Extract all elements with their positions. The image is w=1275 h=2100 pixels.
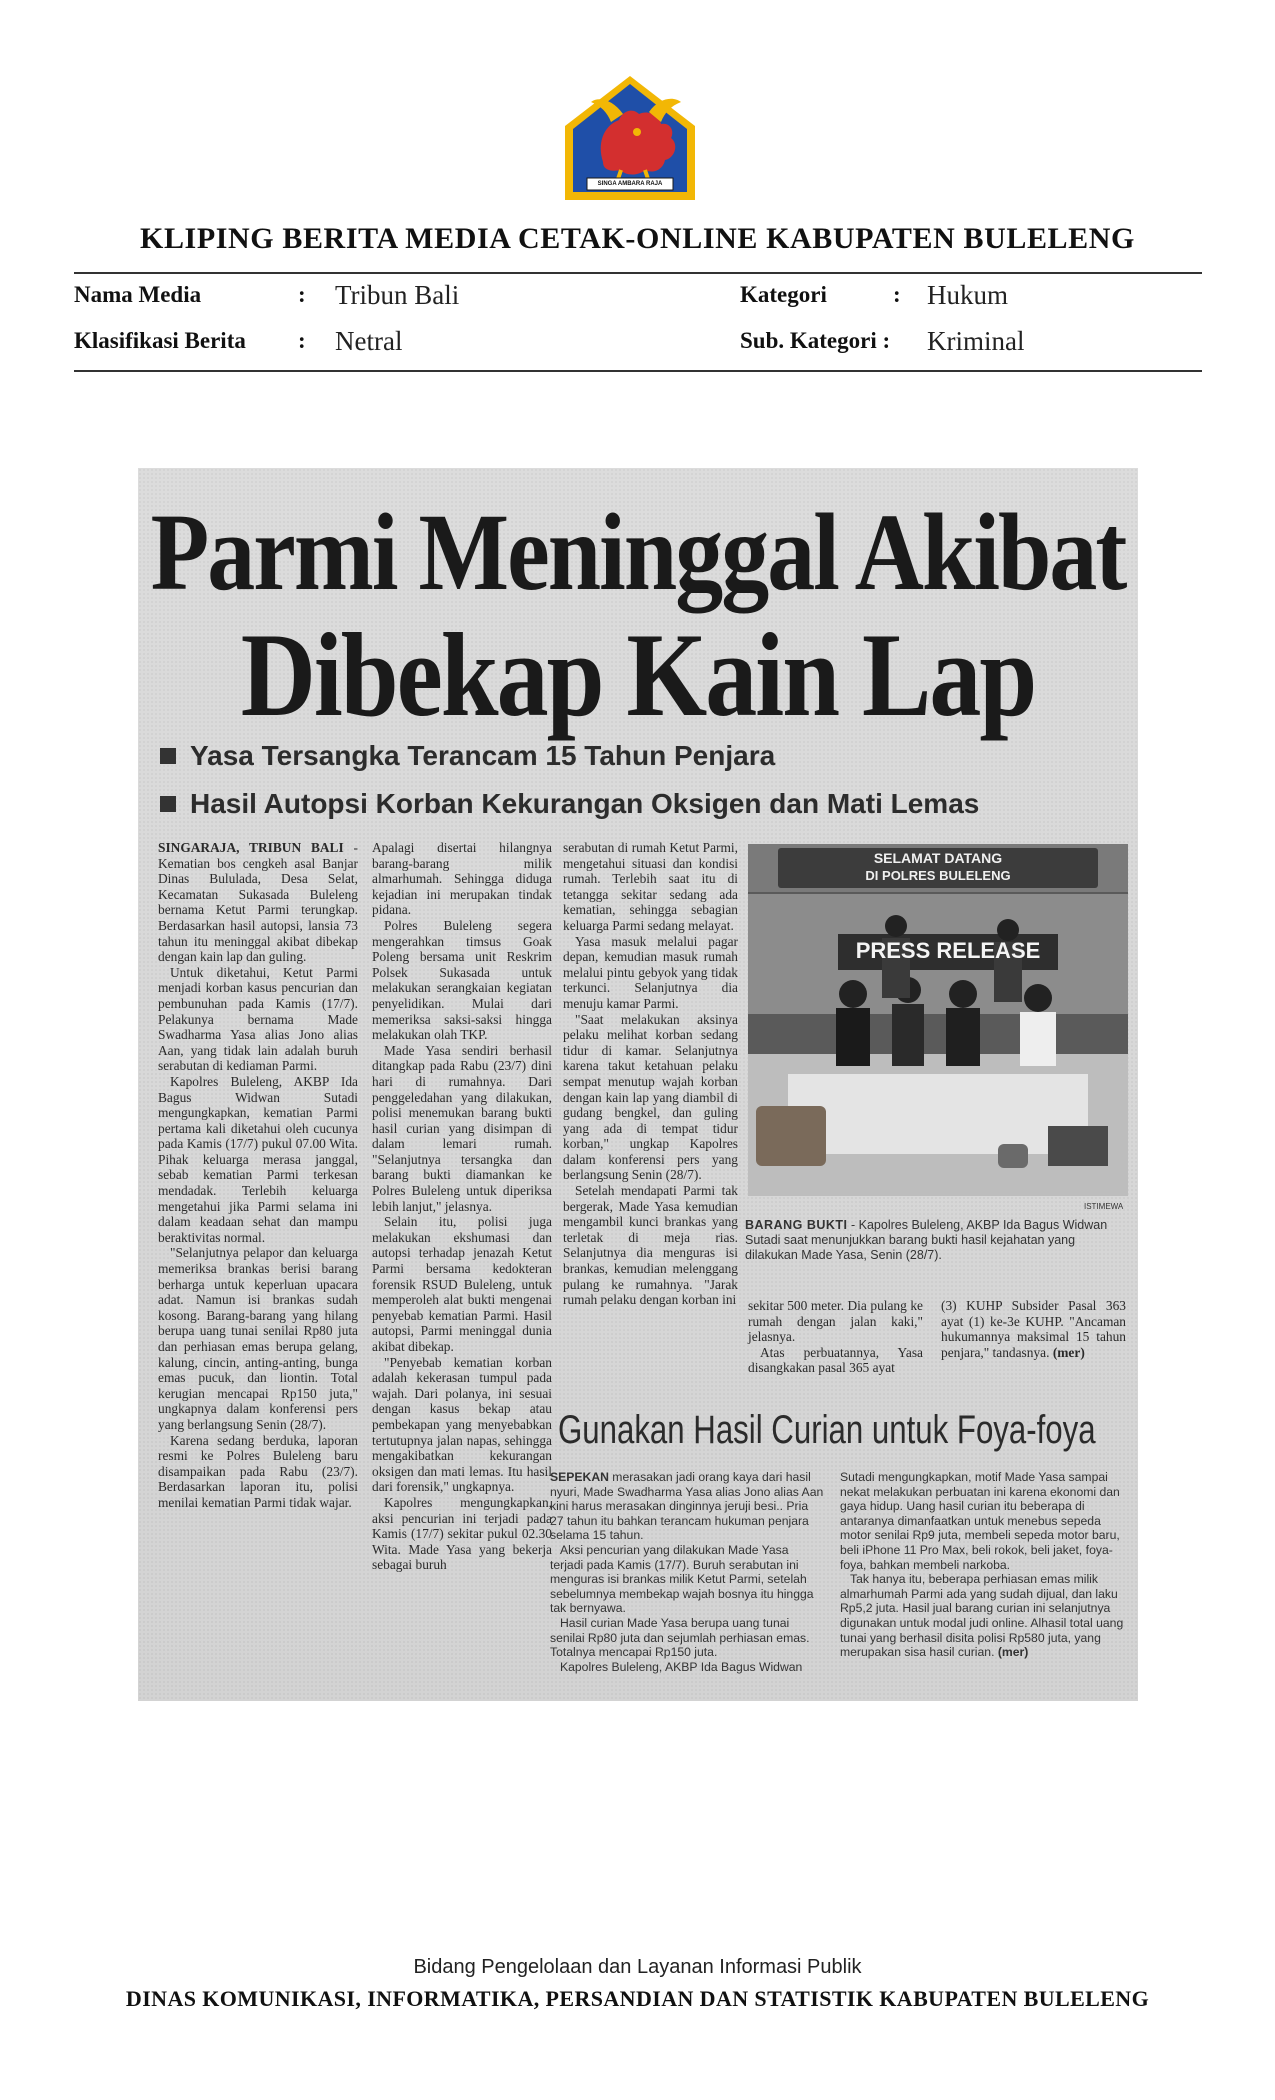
caption-lead: BARANG BUKTI xyxy=(745,1218,848,1232)
footer-agency: DINAS KOMUNIKASI, INFORMATIKA, PERSANDIAN DAN STATISTIK KABUPATEN BULELENG xyxy=(125,1986,1150,2011)
col1-paragraph-1: - Kematian bos cengkeh asal Banjar Dinas Bululada, Desa Selat, Kecamatan Sukasada Buleleng bernama Ketut Parmi terungkap. Berdasarkan hasil autopsi, lansia 73 tahun itu meninggal akibat dibekap dengan kain lap dan guling. xyxy=(158,840,358,965)
col3-paragraph-3: "Saat melakukan aksinya pelaku melihat korban sedang tidur di kamar. Selanjutnya karena takut ketahuan pelaku sempat menutup wajah korban dengan kain lap yang diambil di gudang bengkel, dan guling yang ada di tempat tidur korban," ungkap Kapolres dalam konferensi pers yang berlangsung Senin (28/7). xyxy=(563,1011,738,1183)
photo-banner-welcome: SELAMAT DATANG xyxy=(873,850,1003,866)
article-column-4 xyxy=(748,1298,923,1376)
classification-value: Netral xyxy=(335,326,403,356)
photo-banner-polres: DI POLRES BULELENG xyxy=(865,868,1011,883)
article-column-2 xyxy=(372,840,552,1573)
classification-label: Klasifikasi Berita xyxy=(74,328,246,353)
col1-paragraph-3: Kapolres Buleleng, AKBP Ida Bagus Widwan Sutadi mengungkapkan, kematian Parmi pertama kali diketahui oleh cucunya pada Kamis (17/7) pukul 07.00 Wita. Pihak keluarga merasa janggal, sebab kematian Parmi terkesan mendadak. Terlebih keluarga mengetahui jika Parmi selama ini dalam keadaan sehat dan mampu beraktivitas normal. xyxy=(158,1073,358,1245)
col2-paragraph-2: Polres Buleleng segera mengerahkan timsus Goak Poleng bersama unit Reskrim Polsek Sukasada untuk melakukan serangkaian kegiatan penyelidikan. Mulai dari memeriksa saksi-saksi hingga melakukan olah TKP. xyxy=(372,917,552,1043)
header-bottom-rule xyxy=(74,370,1202,372)
subcategory-label: Sub. Kategori : xyxy=(740,328,891,353)
sidebar-box-column-1 xyxy=(550,1470,825,1674)
col1-paragraph-2: Untuk diketahui, Ketut Parmi menjadi korban kasus pencurian dan pembunuhan pada Kamis (17/7). Pelakunya bernama Made Swadharma Yasa alias Jono alias Aan, yang tidak lain adalah buruh serabutan di kediaman Parmi. xyxy=(158,964,358,1074)
newspaper-clipping xyxy=(138,468,1138,1701)
col3-paragraph-2: Yasa masuk melalui pagar depan, kemudian masuk rumah melalui pintu gebyok yang tidak terkunci. Selanjutnya dia menuju kamar Parmi. xyxy=(563,933,738,1011)
col2-paragraph-4: Selain itu, polisi juga melakukan ekshumasi dan autopsi terhadap jenazah Ketut Parmi bersama kedokteran forensik RSUD Buleleng, untuk memperoleh alat bukti mengenai penyebab kematian Parmi. Hasil autopsi, Parmi meninggal dunia akibat dibekap. xyxy=(372,1214,552,1354)
photo-credit: ISTIMEWA xyxy=(1084,1202,1124,1211)
headline-line-1: Parmi Meninggal Akibat xyxy=(150,489,1126,614)
subheadline-1-text: Yasa Tersangka Terancam 15 Tahun Penjara xyxy=(190,740,776,771)
photo-caption xyxy=(745,1218,1130,1263)
subheadline-2 xyxy=(160,788,979,820)
photo-banner-press-release: PRESS RELEASE xyxy=(855,938,1041,963)
col2-paragraph-3: Made Yasa sendiri berhasil ditangkap pada Rabu (23/7) dini hari di rumahnya. Dari penggeledahan yang dilakukan, polisi menemukan barang bukti hasil curian yang disimpan di dalam lemari rumah. "Selanjutnya tersangka dan barang bukti diamankan ke Polres Buleleng untuk diperiksa lebih lanjut," jelasnya. xyxy=(372,1042,552,1214)
emblem-motto: SINGA AMBARA RAJA xyxy=(597,181,663,187)
sidebar-box-right-p2: Tak hanya itu, beberapa perhiasan emas milik almarhumah Parmi ada yang sudah dijual, dan laku Rp5,2 juta. Hasil jual barang curian ini selanjutnya digunakan untuk modal judi online. Alhasil total uang tunai yang berhasil disita polisi Rp580 juta, yang merupakan sisa hasil curian. xyxy=(840,1572,1124,1660)
sidebar-box-left-p1: merasakan jadi orang kaya dari hasil nyuri, Made Swadharma Yasa alias Jono alias Aan kini harus merasakan dinginnya jeruji besi.. Pria 27 tahun itu bahkan terancam hukuman penjara selama 15 tahun. xyxy=(550,1470,824,1543)
sidebar-box-column-2 xyxy=(840,1470,1125,1660)
footer-division: Bidang Pengelolaan dan Layanan Informasi Publik xyxy=(413,1956,862,1978)
col2-paragraph-6: Kapolres mengungkapkan, aksi pencurian ini terjadi pada Kamis (17/7) sekitar pukul 02.30 Wita. Made Yasa yang bekerja sebagai buruh xyxy=(372,1494,552,1573)
press-release-photo xyxy=(748,844,1128,1196)
col1-paragraph-5: Karena sedang berduka, laporan resmi ke Polres Buleleng baru disampaikan pada Rabu (23/7). Berdasarkan laporan itu, polisi menilai kematian Parmi tidak wajar. xyxy=(158,1432,358,1510)
subheadline-1 xyxy=(160,740,775,772)
classification-colon: : xyxy=(298,328,306,353)
regency-emblem xyxy=(563,74,697,202)
sidebar-box-left-p2: Aksi pencurian yang dilakukan Made Yasa terjadi pada Kamis (17/7). Buruh serabutan ini menguras isi brankas milik Ketut Parmi, setelah sebelumnya membekap wajah bosnya itu hingga tak bernyawa. xyxy=(550,1542,814,1616)
subheadline-2-text: Hasil Autopsi Korban Kekurangan Oksigen dan Mati Lemas xyxy=(190,788,980,819)
col4-paragraph-2: Atas perbuatannya, Yasa disangkakan pasal 365 ayat xyxy=(748,1344,923,1376)
header-top-rule xyxy=(74,272,1202,274)
col2-paragraph-5: "Penyebab kematian korban adalah kekerasan tumpul pada wajah. Dari polanya, ini sesuai dengan kasus bekap atau pembekapan yang menyebabkan tertutupnya jalan napas, sehingga mengakibatkan kekurangan oksigen dan mati lemas. Itu hasil dari forensik," ungkapnya. xyxy=(372,1354,552,1495)
sidebar-box-left-p3: Hasil curian Made Yasa berupa uang tunai senilai Rp80 juta dan sejumlah perhiasan emas. Totalnya mencapai Rp150 juta. xyxy=(550,1615,810,1660)
category-value: Hukum xyxy=(927,280,1008,310)
caption-text: - Kapolres Buleleng, AKBP Ida Bagus Widwan Sutadi saat menunjukkan barang bukti hasil kejahatan yang dilakukan Made Yasa, Senin (28/7). xyxy=(745,1218,1108,1262)
dateline: SINGARAJA, TRIBUN BALI xyxy=(158,840,344,855)
page-title: KLIPING BERITA MEDIA CETAK-ONLINE KABUPATEN BULELENG xyxy=(140,222,1135,255)
subcategory-value: Kriminal xyxy=(927,326,1025,356)
headline-line-2: Dibekap Kain Lap xyxy=(240,609,1036,742)
category-colon: : xyxy=(893,282,901,307)
sidebar-box-signature: (mer) xyxy=(997,1645,1029,1660)
article-column-1 xyxy=(158,840,358,1511)
col4-paragraph-1: sekitar 500 meter. Dia pulang ke rumah dengan jalan kaki," jelasnya. xyxy=(748,1298,923,1345)
media-name-colon: : xyxy=(298,282,306,307)
square-bullet-icon xyxy=(160,748,176,764)
category-label: Kategori xyxy=(740,282,827,307)
square-bullet-icon xyxy=(160,796,176,812)
article-column-3 xyxy=(563,840,738,1308)
sidebar-box-right-p1: Sutadi mengungkapkan, motif Made Yasa sampai nekat melakukan perbuatan ini karena ekonomi dan gaya hidup. Uang hasil curian itu beberapa di antaranya dimanfaatkan untuk menebus sepeda motor senilai Rp9 juta, membeli sepeda motor baru, beli iPhone 11 Pro Max, beli rokok, beli jaket, foya-foya, bahkan membeli narkoba. xyxy=(840,1470,1120,1572)
article-column-5 xyxy=(941,1298,1126,1360)
col2-paragraph-1: Apalagi disertai hilangnya barang-barang milik almarhumah. Sehingga diduga kejadian ini merupakan tindak pidana. xyxy=(372,840,552,918)
sidebar-box-title: Gunakan Hasil Curian untuk Foya-foya xyxy=(558,1408,1096,1452)
media-name-value: Tribun Bali xyxy=(335,280,460,310)
col5-signature: (mer) xyxy=(1052,1344,1085,1360)
col3-paragraph-1: serabutan di rumah Ketut Parmi, mengetahui situasi dan kondisi rumah. Terlebih saat itu di tetangga sekitar sedang ada kematian, sehingga sebagian keluarga Parmi sedang melayat. xyxy=(563,840,738,933)
col3-paragraph-4: Setelah mendapati Parmi tak bergerak, Made Yasa kemudian mengambil kunci brankas yang terletak di meja rias. Selanjutnya dia menguras isi brankas, kemudian melenggang pulang ke rumahnya. "Jarak rumah pelaku dengan korban ini xyxy=(563,1183,738,1308)
col1-paragraph-4: "Selanjutnya pelapor dan keluarga memeriksa brankas berisi barang berharga untuk keperluan upacara adat. Namun isi brankas sudah kosong. Barang-barang yang hilang berupa uang tunai senilai Rp80 juta dan perhiasan emas berupa gelang, kalung, cincin, anting-anting, bunga emas pucuk, dan liontin. Total kerugian mencapai Rp150 juta," ungkapnya dalam konferensi pers yang berlangsung Senin (28/7). xyxy=(158,1245,358,1432)
col5-paragraph-1: (3) KUHP Subsider Pasal 363 ayat (1) ke-3e KUHP. "Ancaman hukumannya maksimal 15 tahun penjara," tandasnya. xyxy=(941,1298,1126,1360)
media-name-label: Nama Media xyxy=(74,282,202,307)
sidebar-box-left-p4: Kapolres Buleleng, AKBP Ida Bagus Widwan xyxy=(560,1659,803,1674)
sidebar-box-lead: SEPEKAN xyxy=(550,1470,609,1484)
